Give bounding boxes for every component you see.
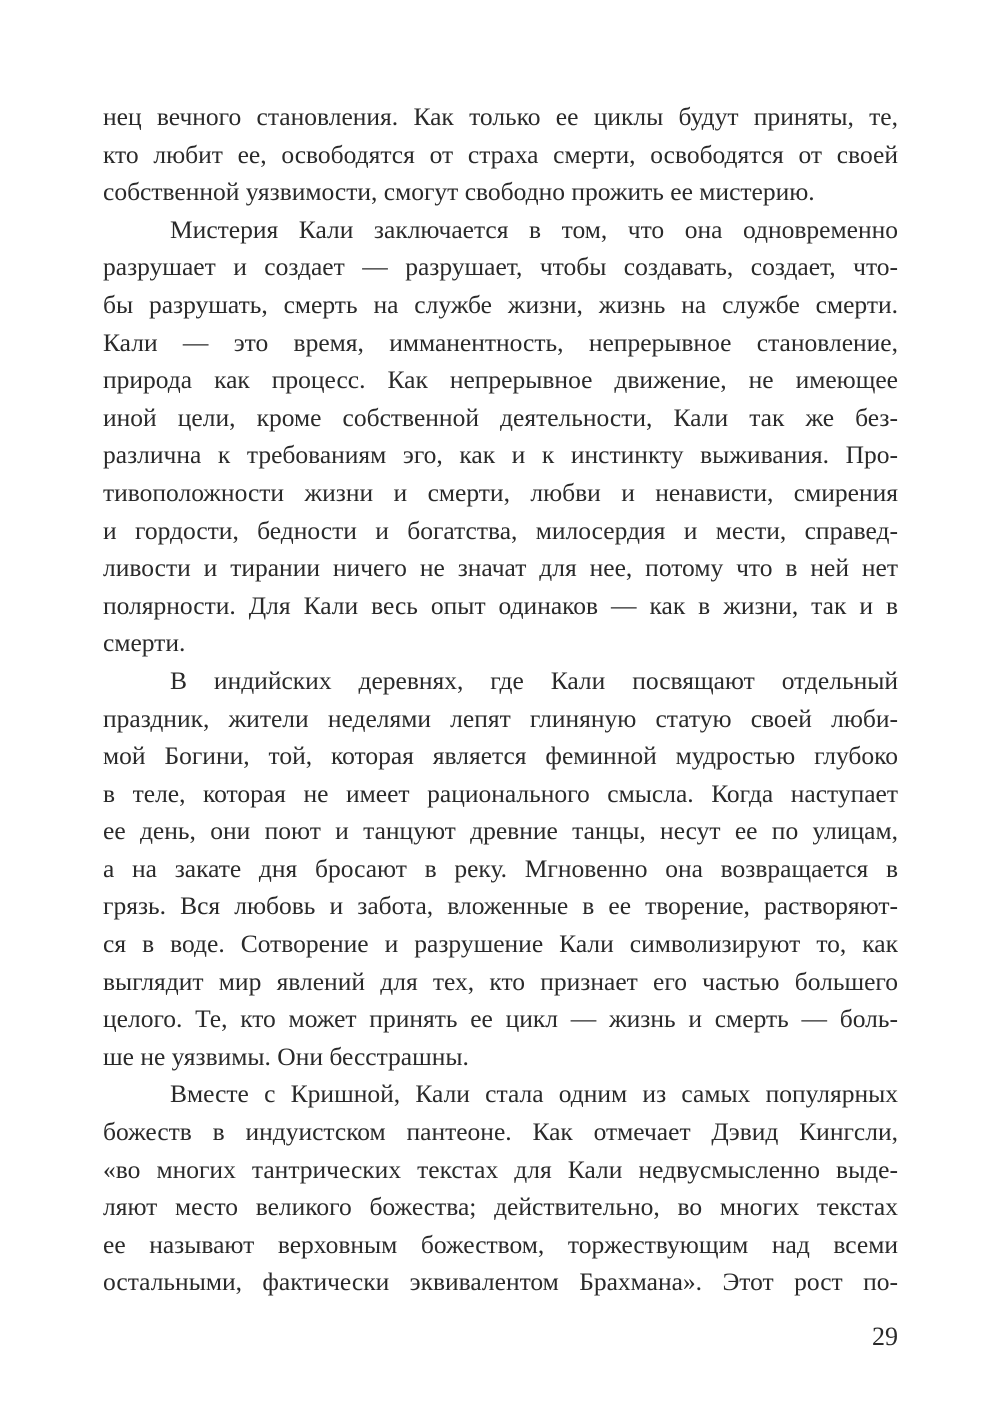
text-line: кто любит ее, освободятся от страха смерти, освободятся от своей xyxy=(103,139,898,169)
text-line: божеств в индуистском пантеоне. Как отмечает Дэвид Кингсли, xyxy=(103,1117,898,1147)
text-line: собственной уязвимости, смогут свободно прожить ее мистерию. xyxy=(103,177,815,207)
text-line: иной цели, кроме собственной деятельности, Кали так же без- xyxy=(103,402,898,432)
text-line: остальными, фактически эквивалентом Брахмана». Этот рост по- xyxy=(103,1267,898,1297)
text-line: тивоположности жизни и смерти, любви и ненависти, смирения xyxy=(103,477,898,507)
text-line: «во многих тантрических текстах для Кали недвусмысленно выде- xyxy=(103,1154,898,1184)
text-line: нец вечного становления. Как только ее циклы будут приняты, те, xyxy=(103,102,898,131)
text-line: праздник, жители неделями лепят глиняную статую своей люби- xyxy=(103,703,898,733)
text-line: природа как процесс. Как непрерывное движение, не имеющее xyxy=(103,365,898,395)
text-line: Вместе с Кришной, Кали стала одним из самых популярных xyxy=(170,1079,898,1109)
text-line: ся в воде. Сотворение и разрушение Кали символизируют то, как xyxy=(103,929,898,959)
text-line: целого. Те, кто может принять ее цикл — жизнь и смерть — боль- xyxy=(103,1004,898,1034)
page-number: 29 xyxy=(872,1322,898,1351)
text-line: в теле, которая не имеет рационального смысла. Когда наступает xyxy=(103,778,898,808)
text-line: мой Богини, той, которая является феминной мудростью глубоко xyxy=(103,741,898,771)
text-line: различна к требованиям эго, как и к инстинкту выживания. Про- xyxy=(103,440,898,470)
text-line: полярности. Для Кали весь опыт одинаков — как в жизни, так и в xyxy=(103,590,898,620)
text-line: а на закате дня бросают в реку. Мгновенно она возвращается в xyxy=(103,853,898,883)
text-line: и гордости, бедности и богатства, милосердия и мести, справед- xyxy=(103,515,898,545)
text-line: ее называют верховным божеством, торжествующим над всеми xyxy=(103,1229,898,1259)
text-line: Мистерия Кали заключается в том, что она одновременно xyxy=(170,214,898,244)
text-line: ляют место великого божества; действительно, во многих текстах xyxy=(103,1192,898,1222)
text-line: ше не уязвимы. Они бесстрашны. xyxy=(103,1041,469,1071)
text-line: выглядит мир явлений для тех, кто признает его частью большего xyxy=(103,966,898,996)
text-line: В индийских деревнях, где Кали посвящают отдельный xyxy=(170,665,898,695)
text-line: бы разрушать, смерть на службе жизни, жизнь на службе смерти. xyxy=(103,289,898,319)
text-line: ливости и тирании ничего не значат для нее, потому что в ней нет xyxy=(103,553,898,583)
text-line: разрушает и создает — разрушает, чтобы создавать, создает, что- xyxy=(103,252,898,282)
text-line: грязь. Вся любовь и забота, вложенные в ее творение, растворяют- xyxy=(103,891,898,921)
text-line: ее день, они поют и танцуют древние танцы, несут ее по улицам, xyxy=(103,816,898,846)
body-text xyxy=(103,98,898,1301)
text-line: смерти. xyxy=(103,628,186,658)
text-line: Кали — это время, имманентность, непрерывное становление, xyxy=(103,327,898,357)
